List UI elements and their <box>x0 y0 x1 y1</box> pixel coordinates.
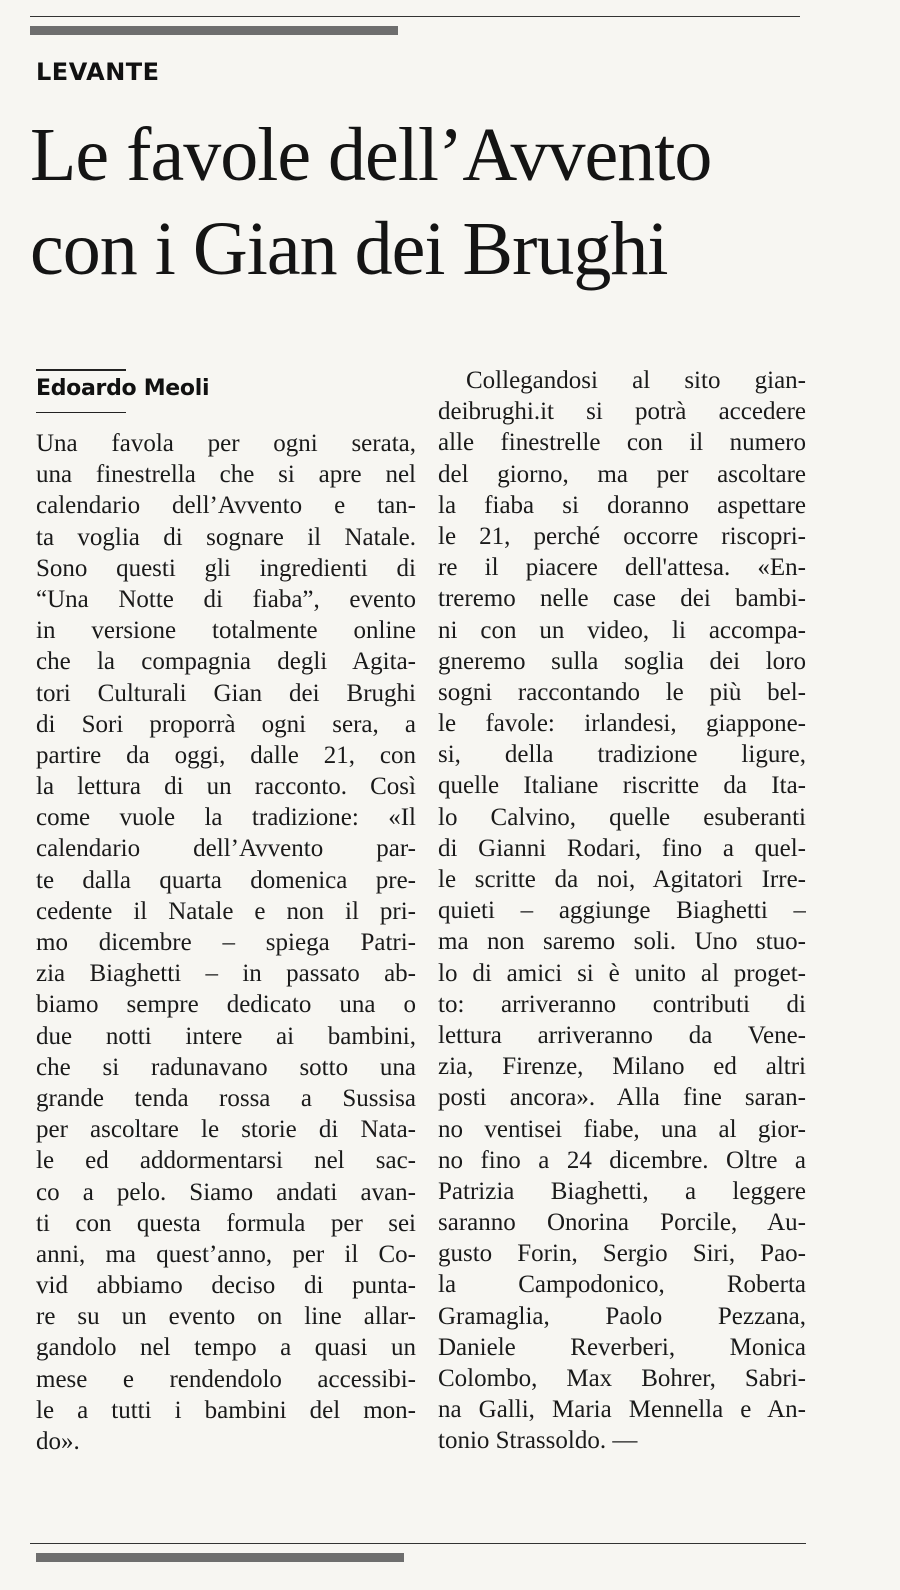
article-line: lo Calvino, quelle esuberanti <box>438 803 806 831</box>
byline-rule-bottom <box>36 412 126 413</box>
article-line: le scritte da noi, Agitatori Irre- <box>438 866 806 893</box>
headline <box>30 108 890 296</box>
article-line: partire da oggi, dalle 21, con <box>36 741 416 769</box>
article-line: na Galli, Maria Mennella e An- <box>438 1396 806 1424</box>
article-line: una finestrella che si apre nel <box>36 461 416 489</box>
article-line: zia Biaghetti – in passato ab- <box>36 960 416 988</box>
article-line: treremo nelle case dei bambi- <box>438 585 806 613</box>
article-line: vid abbiamo deciso di punta- <box>36 1272 416 1300</box>
article-line: calendario dell’Avvento par- <box>36 835 416 863</box>
article-line: biamo sempre dedicato una o <box>36 991 416 1019</box>
article-line: re su un evento on line allar- <box>36 1303 416 1331</box>
article-line: alle finestrelle con il numero <box>438 429 806 457</box>
article-line: che si radunavano sotto una <box>36 1053 416 1081</box>
article-line: la fiaba si doranno aspettare <box>438 491 806 519</box>
article-column-right <box>438 365 806 1457</box>
bottom-band <box>36 1553 404 1562</box>
byline: Edoardo Meoli <box>36 376 210 401</box>
article-line: quieti – aggiunge Biaghetti – <box>438 897 806 925</box>
article-line: per ascoltare le storie di Nata- <box>36 1116 416 1144</box>
article-line: di Gianni Rodari, fino a quel- <box>438 834 806 862</box>
article-line: che la compagnia degli Agita- <box>36 648 416 676</box>
article-line: ta voglia di sognare il Natale. <box>36 523 416 551</box>
article-line: tonio Strassoldo. — <box>438 1427 638 1455</box>
article-line: la lettura di un racconto. Così <box>36 773 416 801</box>
article-line: lo di amici si è unito al proget- <box>438 959 806 987</box>
article-line: saranno Onorina Porcile, Au- <box>438 1209 806 1237</box>
headline-line: Le favole dell’Avvento <box>30 113 712 197</box>
article-line: gandolo nel tempo a quasi un <box>36 1334 416 1362</box>
article-line: “Una Notte di fiaba”, evento <box>36 585 416 613</box>
article-line: le favole: irlandesi, giappone- <box>438 710 806 738</box>
article-line: due notti intere ai bambini, <box>36 1022 416 1050</box>
article-line: le ed addormentarsi nel sac- <box>36 1147 416 1175</box>
article-column-left <box>36 428 416 1457</box>
bottom-rule <box>30 1543 806 1544</box>
article-line: re il piacere dell'attesa. «En- <box>438 554 806 582</box>
article-line: Sono questi gli ingredienti di <box>36 554 416 582</box>
article-line: Daniele Reverberi, Monica <box>438 1333 806 1361</box>
top-rule <box>30 16 800 17</box>
article-line: te dalla quarta domenica pre- <box>36 866 416 894</box>
article-line: ma non saremo soli. Uno stuo- <box>438 928 806 956</box>
article-line: la Campodonico, Roberta <box>438 1271 806 1299</box>
article-line: cedente il Natale e non il pri- <box>36 897 416 925</box>
article-line: mo dicembre – spiega Patri- <box>36 929 416 956</box>
article-line: sogni raccontando le più bel- <box>438 678 806 706</box>
article-line: quelle Italiane riscritte da Ita- <box>438 772 806 800</box>
article-line: le 21, perché occorre riscopri- <box>438 522 806 550</box>
article-line: in versione totalmente online <box>36 617 416 645</box>
section-label: LEVANTE <box>36 58 160 86</box>
article-line: no ventisei fiabe, una al gior- <box>438 1115 806 1143</box>
article-line: del giorno, ma per ascoltare <box>438 460 806 488</box>
article-line: deibrughi.it si potrà accedere <box>438 398 806 426</box>
article-line: no fino a 24 dicembre. Oltre a <box>438 1146 806 1174</box>
article-line: co a pelo. Siamo andati avan- <box>36 1178 416 1206</box>
article-line: ni con un video, li accompa- <box>438 616 806 644</box>
article-line: anni, ma quest’anno, per il Co- <box>36 1240 416 1268</box>
article-line: gusto Forin, Sergio Siri, Pao- <box>438 1240 806 1268</box>
article-line: lettura arriveranno da Vene- <box>438 1021 806 1049</box>
article-line: mese e rendendolo accessibi- <box>36 1365 416 1393</box>
article-line: grande tenda rossa a Sussisa <box>36 1084 416 1112</box>
article-line: Una favola per ogni serata, <box>36 430 416 457</box>
article-line: Colombo, Max Bohrer, Sabri- <box>438 1365 806 1392</box>
article-line: ti con questa formula per sei <box>36 1209 416 1237</box>
byline-rule-top <box>36 369 126 371</box>
article-line: Gramaglia, Paolo Pezzana, <box>438 1302 806 1330</box>
article-line: tori Culturali Gian dei Brughi <box>36 679 416 707</box>
article-line: posti ancora». Alla fine saran- <box>438 1084 806 1112</box>
article-line: to: arriveranno contributi di <box>438 990 806 1018</box>
article-line: si, della tradizione ligure, <box>438 741 806 769</box>
article-line: gneremo sulla soglia dei loro <box>438 647 806 675</box>
article-line: di Sori proporrà ogni sera, a <box>36 710 416 738</box>
article-line: calendario dell’Avvento e tan- <box>36 492 416 520</box>
article-line: le a tutti i bambini del mon- <box>36 1396 416 1424</box>
top-band <box>30 26 398 35</box>
article-line: Patrizia Biaghetti, a leggere <box>438 1177 806 1205</box>
article-line: zia, Firenze, Milano ed altri <box>438 1053 806 1081</box>
article-line: Collegandosi al sito gian- <box>466 367 806 394</box>
article-line: come vuole la tradizione: «Il <box>36 804 416 832</box>
article-line: do». <box>36 1428 80 1455</box>
headline-line: con i Gian dei Brughi <box>30 207 668 291</box>
